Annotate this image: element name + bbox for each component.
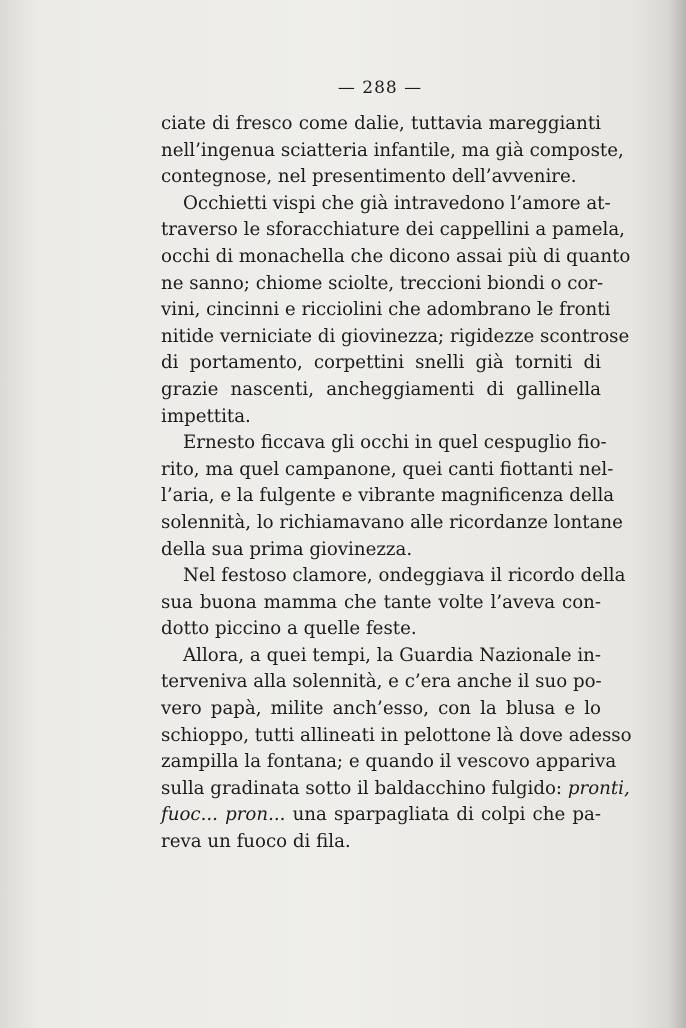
text-line: zampilla la fontana; e quando il vescovo appariva bbox=[161, 751, 617, 773]
text-line: traverso le sforacchiature dei cappellini a pamela, bbox=[161, 219, 625, 241]
text-line: solennità, lo richiamavano alle ricordanze lontane bbox=[161, 511, 623, 533]
italic-segment: fuoc... pron... bbox=[161, 804, 286, 826]
page-body-text bbox=[161, 111, 632, 856]
text-line: contegnose, nel presentimento dell’avvenire. bbox=[161, 166, 577, 188]
text-line: ne sanno; chiome sciolte, treccioni biondi o cor- bbox=[161, 272, 604, 294]
italic-segment: pronti, bbox=[567, 777, 630, 799]
text-line: nitide verniciate di giovinezza; rigidezze scontrose bbox=[161, 325, 630, 347]
page-number: — 288 — bbox=[337, 78, 423, 98]
paragraph-first-line: Nel festoso clamore, ondeggiava il ricordo della bbox=[183, 565, 626, 587]
text-line: vini, cincinni e ricciolini che adombrano le fronti bbox=[161, 299, 611, 321]
text-line: grazie nascenti, ancheggiamenti di gallinella bbox=[161, 378, 601, 400]
text-line: nell’ingenua sciatteria infantile, ma già composte, bbox=[161, 139, 624, 161]
paragraph-first-line: Allora, a quei tempi, la Guardia Nazionale in- bbox=[183, 644, 601, 666]
text-segment: sulla gradinata sotto il baldacchino fulgido: bbox=[161, 777, 563, 799]
text-line-mixed bbox=[161, 776, 630, 803]
text-line: rito, ma quel campanone, quei canti fiottanti nel- bbox=[161, 458, 614, 480]
text-line: ciate di fresco come dalie, tuttavia mareggianti bbox=[161, 113, 601, 134]
paragraph-first-line: Occhietti vispi che già intravedono l’amore at- bbox=[183, 192, 611, 214]
text-line: impettita. bbox=[161, 405, 251, 427]
text-line: di portamento, corpettini snelli già torniti di bbox=[161, 352, 601, 374]
text-segment: una sparpagliata di colpi che pa- bbox=[292, 804, 601, 826]
text-line: occhi di monachella che dicono assai più di quanto bbox=[161, 245, 631, 267]
text-line: della sua prima giovinezza. bbox=[161, 538, 413, 560]
text-line: dotto piccino a quelle feste. bbox=[161, 618, 417, 640]
text-line-mixed bbox=[161, 802, 601, 829]
text-line: vero papà, milite anch’esso, con la blusa e lo bbox=[161, 698, 601, 720]
page-edge-shadow bbox=[668, 0, 686, 1028]
text-line: terveniva alla solennità, e c’era anche il suo po- bbox=[161, 671, 602, 693]
text-line: reva un fuoco di fila. bbox=[161, 831, 351, 853]
text-line: l’aria, e la fulgente e vibrante magnificenza della bbox=[161, 485, 615, 507]
paragraph-first-line: Ernesto ficcava gli occhi in quel cespuglio fio- bbox=[183, 432, 607, 454]
text-line: sua buona mamma che tante volte l’aveva con- bbox=[161, 591, 601, 613]
text-line: schioppo, tutti allineati in pelottone là dove adesso bbox=[161, 724, 632, 746]
